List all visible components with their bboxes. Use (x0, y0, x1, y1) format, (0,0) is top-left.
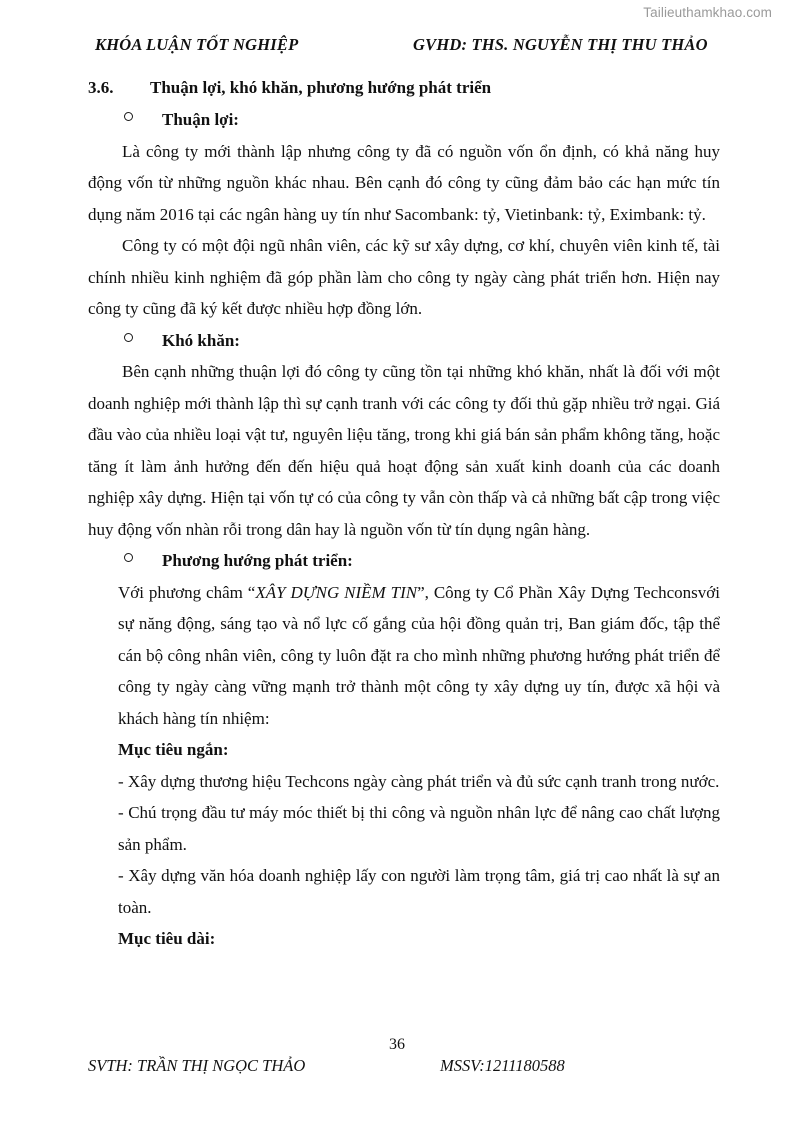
circle-bullet-icon (124, 545, 162, 577)
circle-bullet-icon (124, 104, 162, 136)
subheading-muc-tieu-dai: Mục tiêu dài: (118, 929, 216, 948)
dash-item: - Xây dựng văn hóa doanh nghiệp lấy con người làm trọng tâm, giá trị cao nhất là sự an toàn. (118, 866, 720, 917)
phuong-huong-body (88, 577, 720, 735)
section-heading-3-6 (88, 72, 720, 103)
phuong-huong-suffix: ”, Công ty Cổ Phần Xây Dựng Techconsvới sự năng động, sáng tạo và nổ lực cố gắng của hội đồng quản trị, Ban giám đốc, tập thể cán bộ công nhân viên, công ty luôn đặt ra cho mình những phương hướng phát triển để công ty ngày càng vững mạnh trở thành một công ty xây dựng uy tín, được xã hội và khách hàng tín nhiệm: (118, 582, 720, 728)
phuong-huong-motto: XÂY DỰNG NIỀM TIN (255, 582, 418, 602)
section-number: 3.6. (88, 78, 114, 97)
bullet-heading-label: Thuận lợi: (162, 110, 239, 129)
bullet-heading-label: Khó khăn: (162, 330, 240, 350)
document-body (88, 72, 720, 955)
bullet-heading-phuong-huong (88, 545, 720, 577)
dash-item: - Xây dựng thương hiệu Techcons ngày càng phát triển và đủ sức cạnh tranh trong nước. (118, 771, 720, 791)
header-right-advisor: GVHD: THS. NGUYỄN THỊ THU THẢO (413, 35, 708, 54)
paragraph-kho-khan-1: Bên cạnh những thuận lợi đó công ty cũng tồn tại những khó khăn, nhất là đối với một doanh nghiệp mới thành lập thì sự cạnh tranh với các công ty đối thủ gặp nhiều trở ngại. Giá đầu vào của nhiều loại vật tư, nguyên liệu tăng, trong khi giá bán sản phẩm không tăng, hoặc tăng ít làm ảnh hưởng đến đến hiệu quả hoạt động sản xuất kinh doanh của các doanh nghiệp xây dựng. Hiện tại vốn tự có của công ty vẫn còn thấp và cả những bất cập trong việc huy động vốn nhàn rỗi trong dân hay là nguồn vốn từ tín dụng ngân hàng. (88, 362, 720, 539)
circle-bullet-icon (124, 325, 162, 357)
page-number: 36 (389, 1036, 405, 1053)
running-footer (88, 1056, 708, 1076)
section-title: Thuận lợi, khó khăn, phương hướng phát triển (150, 78, 492, 97)
bullet-heading-thuan-loi (88, 104, 720, 136)
footer-student-id: MSSV:1211180588 (440, 1056, 565, 1075)
running-header (95, 35, 715, 55)
paragraph-thuan-loi-1: Là công ty mới thành lập nhưng công ty đã có nguồn vốn ổn định, có khả năng huy động vốn từ những nguồn khác nhau. Bên cạnh đó công ty cũng đảm bảo các hạn mức tín dụng năm 2016 tại các ngân hàng uy tín như Sacombank: tỷ, Vietinbank: tỷ, Eximbank: tỷ. (88, 141, 720, 224)
bullet-heading-kho-khan (88, 325, 720, 357)
paragraph-phuong-huong (118, 577, 720, 735)
footer-student-name: SVTH: TRẦN THỊ NGỌC THẢO (88, 1056, 306, 1075)
header-left-title: KHÓA LUẬN TỐT NGHIỆP (95, 35, 299, 54)
dash-item: - Chú trọng đầu tư máy móc thiết bị thi công và nguồn nhân lực để nâng cao chất lượng sản phẩm. (118, 803, 720, 854)
paragraph-thuan-loi-2: Công ty có một đội ngũ nhân viên, các kỹ sư xây dựng, cơ khí, chuyên viên kinh tế, tài chính nhiều kinh nghiệm đã góp phần làm cho công ty ngày càng phát triển hơn. Hiện nay công ty cũng đã ký kết được nhiều hợp đồng lớn. (88, 236, 720, 318)
subheading-muc-tieu-ngan: Mục tiêu ngắn: (118, 740, 229, 759)
watermark-text: Tailieuthamkhao.com (643, 5, 772, 20)
bullet-heading-label: Phương hướng phát triển: (162, 551, 353, 570)
phuong-huong-prefix: Với phương châm “ (118, 582, 256, 602)
